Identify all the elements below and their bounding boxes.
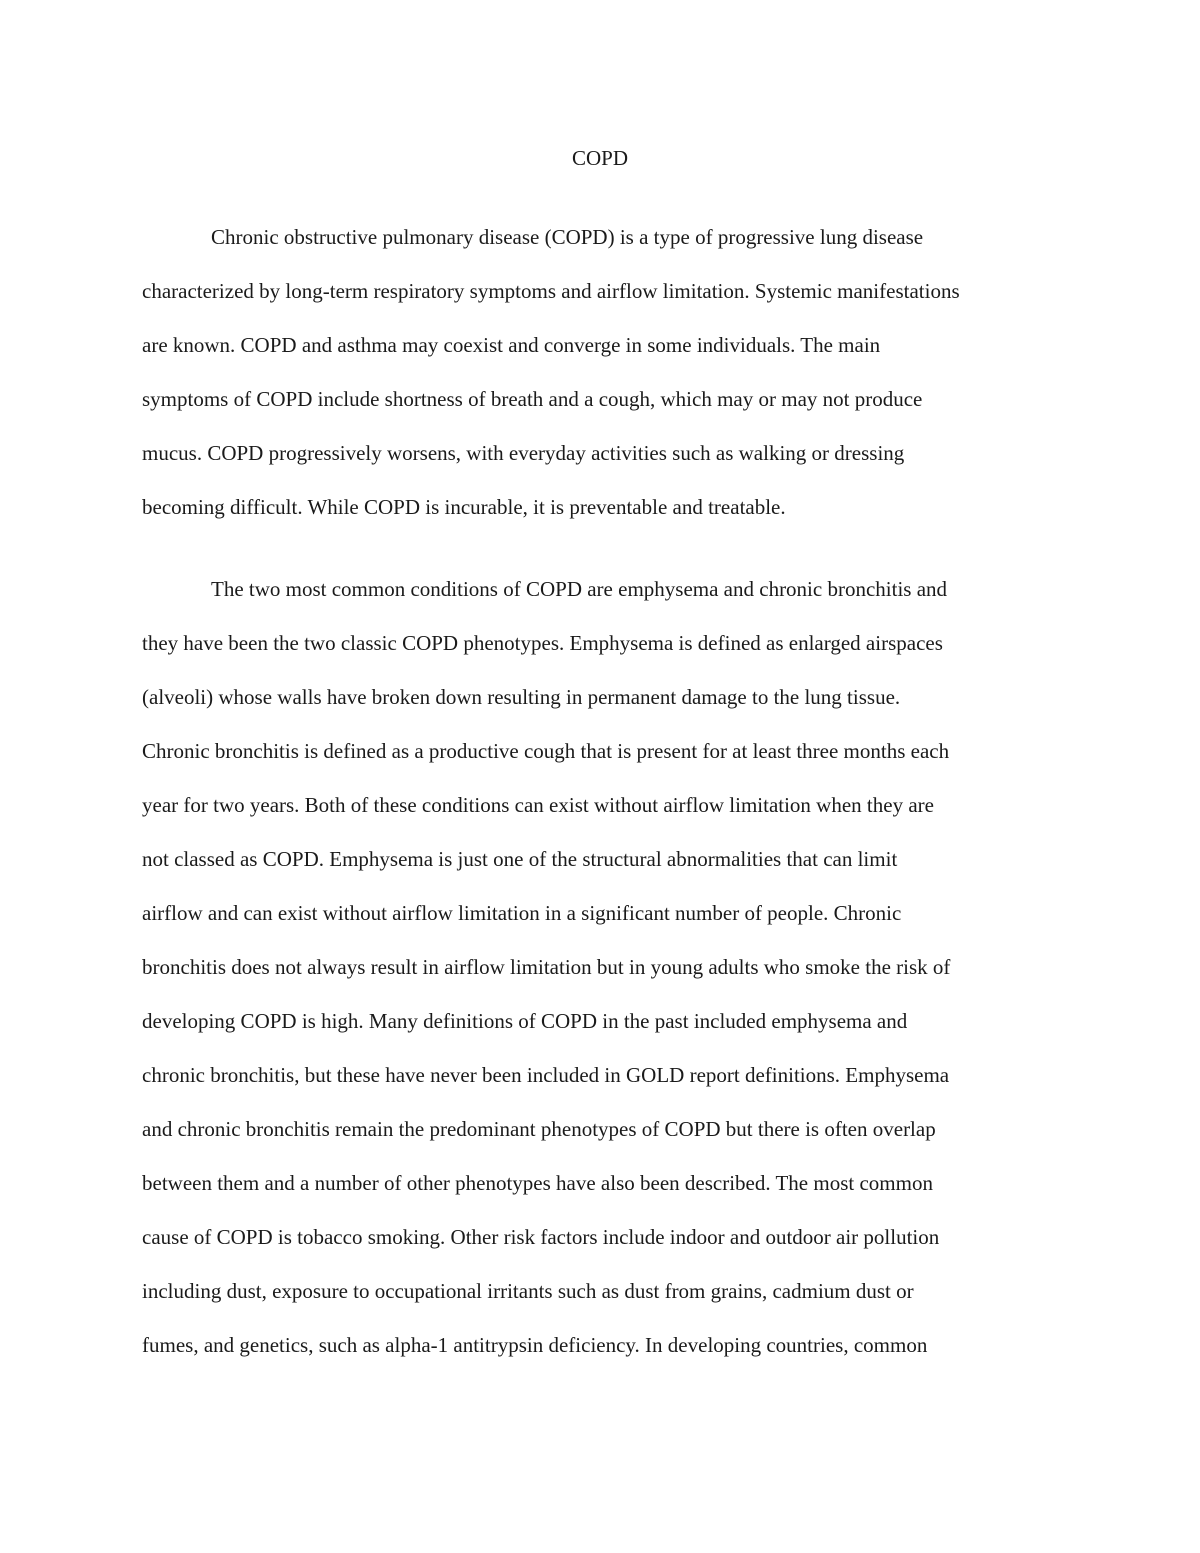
paragraph-line: between them and a number of other phenotypes have also been described. The most common xyxy=(142,1171,933,1195)
paragraph-line: airflow and can exist without airflow limitation in a significant number of people. Chronic xyxy=(142,901,902,925)
paragraph-line: mucus. COPD progressively worsens, with everyday activities such as walking or dressing xyxy=(142,441,905,465)
paragraph-line: (alveoli) whose walls have broken down resulting in permanent damage to the lung tissue. xyxy=(142,685,901,709)
paragraph-line: becoming difficult. While COPD is incurable, it is preventable and treatable. xyxy=(142,495,786,519)
paragraph-line: developing COPD is high. Many definitions of COPD in the past included emphysema and xyxy=(142,1009,908,1033)
paragraph-2 xyxy=(142,562,1082,1372)
paragraph-line: fumes, and genetics, such as alpha-1 antitrypsin deficiency. In developing countries, common xyxy=(142,1333,928,1357)
paragraph-line: chronic bronchitis, but these have never been included in GOLD report definitions. Emphysema xyxy=(142,1063,950,1087)
paragraph-line: not classed as COPD. Emphysema is just one of the structural abnormalities that can limit xyxy=(142,847,898,871)
paragraph-line: characterized by long-term respiratory symptoms and airflow limitation. Systemic manifestations xyxy=(142,279,960,303)
paragraph-line: symptoms of COPD include shortness of breath and a cough, which may or may not produce xyxy=(142,387,923,411)
paragraph-line: are known. COPD and asthma may coexist and converge in some individuals. The main xyxy=(142,333,881,357)
paragraph-line: Chronic obstructive pulmonary disease (COPD) is a type of progressive lung disease xyxy=(211,225,924,249)
paragraph-line: they have been the two classic COPD phenotypes. Emphysema is defined as enlarged airspaces xyxy=(142,631,943,655)
paragraph-line: including dust, exposure to occupational irritants such as dust from grains, cadmium dust or xyxy=(142,1279,914,1303)
paragraph-line: bronchitis does not always result in airflow limitation but in young adults who smoke the risk of xyxy=(142,955,951,979)
paragraph-line: Chronic bronchitis is defined as a productive cough that is present for at least three months each xyxy=(142,739,950,763)
document-title: COPD xyxy=(571,146,629,170)
paragraph-line: cause of COPD is tobacco smoking. Other risk factors include indoor and outdoor air pollution xyxy=(142,1225,940,1249)
paragraph-line: and chronic bronchitis remain the predominant phenotypes of COPD but there is often overlap xyxy=(142,1117,936,1141)
paragraph-line: The two most common conditions of COPD are emphysema and chronic bronchitis and xyxy=(211,577,948,601)
paragraph-line: year for two years. Both of these conditions can exist without airflow limitation when they are xyxy=(142,793,934,817)
paragraph-1 xyxy=(142,210,1082,534)
